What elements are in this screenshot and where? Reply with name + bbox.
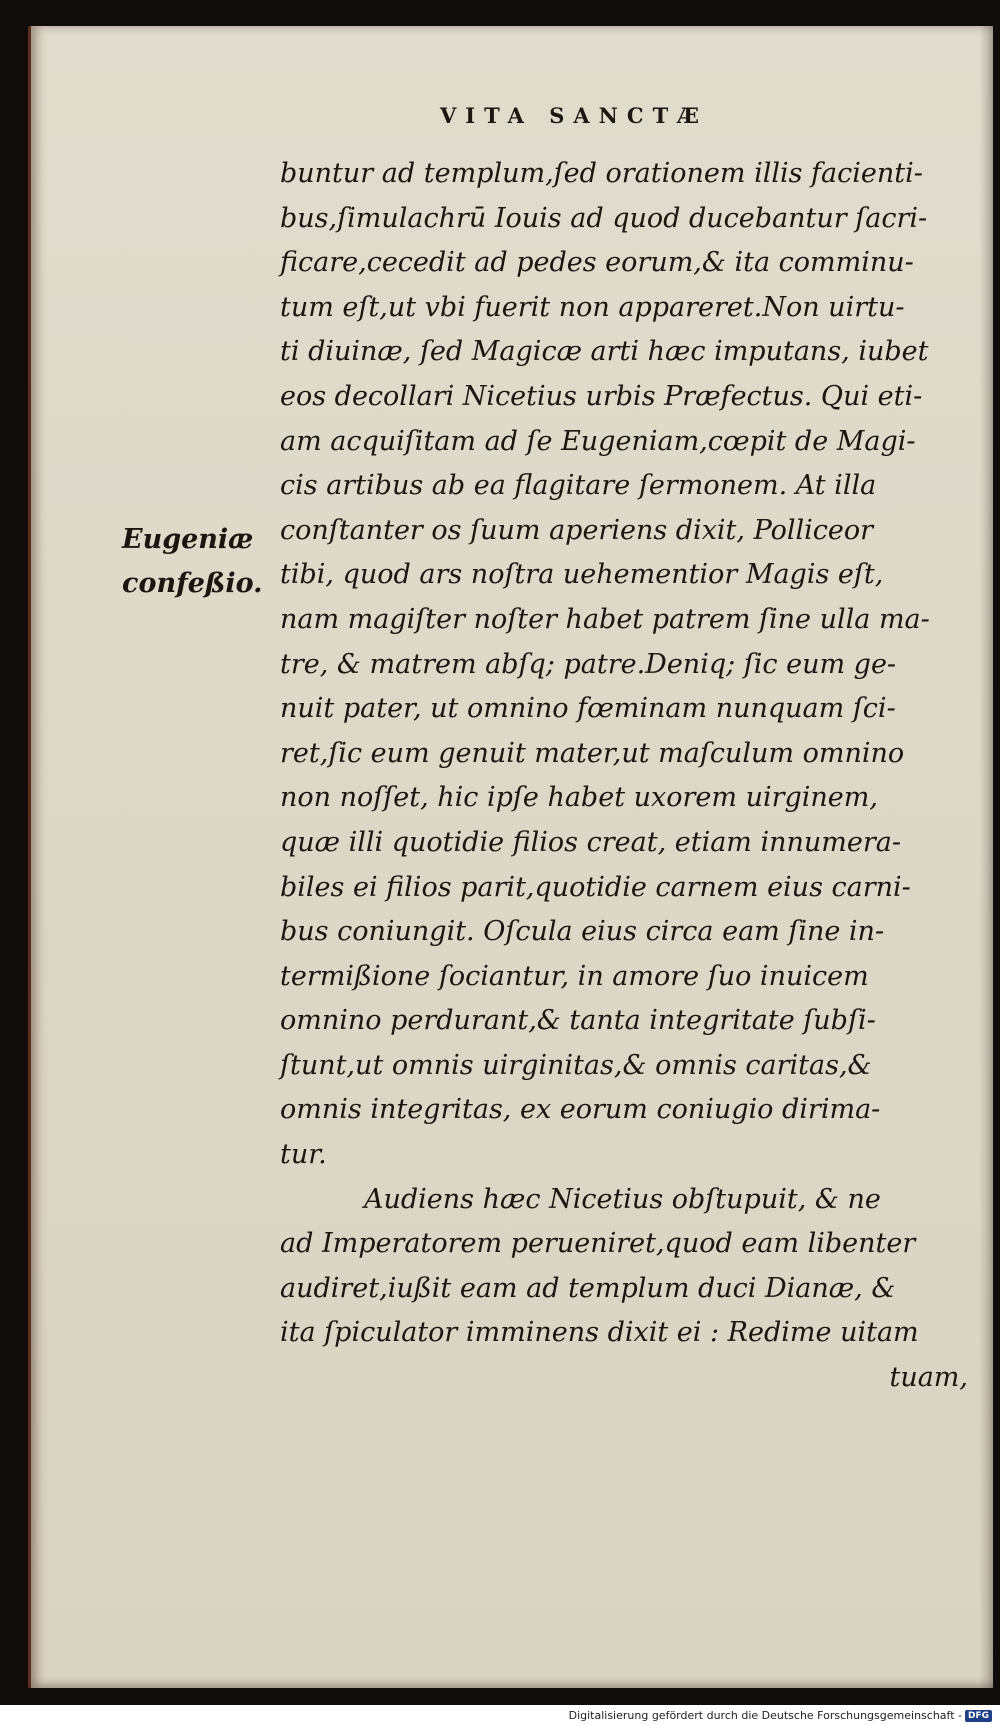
text-line: ti diuinæ, ſed Magicæ arti hæc imputans, iubet	[280, 336, 929, 368]
text-line: tre, & matrem abſq; patre.Deniq; ſic eum ge-	[280, 648, 897, 680]
text-line: biles ei filios parit,quotidie carnem eius carni-	[280, 871, 911, 903]
page-edge-shadow	[979, 26, 993, 1688]
text-line: conſtanter os ſuum aperiens dixit, Polliceor	[280, 514, 874, 546]
text-line: non noſſet, hic ipſe habet uxorem uirginem,	[280, 782, 878, 814]
text-line: termißione ſociantur, in amore ſuo inuicem	[280, 960, 869, 992]
text-line: nuit pater, ut omnino fœminam nunquam ſci-	[280, 693, 896, 725]
text-line: am acquiſitam ad ſe Eugeniam,cœpit de Magi-	[280, 425, 916, 457]
text-line: quæ illi quotidie filios creat, etiam innumera-	[280, 826, 901, 858]
body-text	[280, 152, 980, 1401]
text-line: ret,ſic eum genuit mater,ut maſculum omnino	[280, 737, 905, 769]
text-line: buntur ad templum,ſed orationem illis facienti-	[280, 158, 923, 189]
text-line: omnis integritas, ex eorum coniugio dirima-	[280, 1094, 881, 1126]
text-line-paragraph-start: Audiens hæc Nicetius obſtupuit, & ne	[364, 1183, 881, 1215]
text-line: tum eſt,ut vbi fuerit non appareret.Non uirtu-	[280, 291, 905, 323]
text-line: omnino perdurant,& tanta integritate ſubſi-	[280, 1005, 876, 1037]
text-line: bus coniungit. Oſcula eius circa eam ſine in-	[280, 916, 885, 948]
text-line: cis artibus ab ea flagitare ſermonem. At illa	[280, 470, 877, 502]
text-line: bus,ſimulachrū Iouis ad quod ducebantur ſacri-	[280, 202, 928, 234]
text-line: ita ſpiculator imminens dixit ei : Redime uitam	[280, 1317, 919, 1349]
running-head: VITA SANCTÆ	[440, 103, 708, 128]
marginal-note	[122, 518, 263, 606]
text-line: tur.	[280, 1139, 327, 1171]
digitization-footer	[569, 1709, 992, 1722]
text-line: tibi, quod ars noſtra uehementior Magis eſt,	[280, 559, 884, 591]
marginal-note-line-1: Eugeniæ	[122, 524, 254, 555]
dfg-logo-icon: DFG	[965, 1710, 992, 1722]
footer-credit: Digitalisierung gefördert durch die Deutsche Forschungsgemeinschaft -	[568, 1709, 962, 1722]
text-line: ad Imperatorem perueniret,quod eam libenter	[280, 1228, 916, 1260]
marginal-note-line-2: confeßio.	[122, 568, 263, 599]
text-line: eos decollari Nicetius urbis Præfectus. Qui eti-	[280, 380, 923, 412]
text-line: audiret,iußit eam ad templum duci Dianæ, &	[280, 1272, 896, 1304]
text-line: ſtunt,ut omnis uirginitas,& omnis caritas,&	[280, 1049, 872, 1081]
text-line: nam magiſter noſter habet patrem ſine ulla ma-	[280, 603, 930, 635]
text-line: ficare,cecedit ad pedes eorum,& ita comminu-	[280, 247, 914, 279]
catchword: tuam,	[889, 1362, 968, 1394]
